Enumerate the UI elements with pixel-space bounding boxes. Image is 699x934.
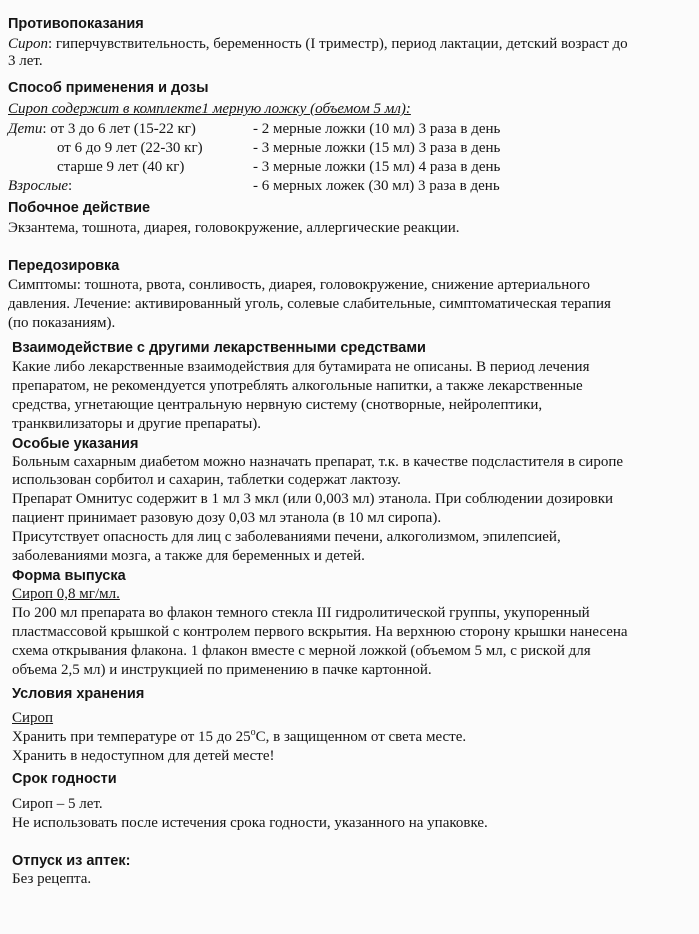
form-heading: Форма выпуска bbox=[12, 568, 126, 584]
form-line: схема открывания флакона. 1 флакон вместе с мерной ложкой (объемом 5 мл, с риской для bbox=[12, 643, 591, 659]
dosage-heading: Способ применения и дозы bbox=[8, 80, 209, 96]
interaction-line: препаратом, не рекомендуется употреблять алкогольные напитки, а также лекарственные bbox=[12, 378, 583, 394]
overdose-line: давления. Лечение: активированный уголь, солевые слабительные, симптоматическая терапия bbox=[8, 296, 611, 312]
special-line: пациент принимает разовую дозу 0,03 мл этанола (в 10 мл сиропа). bbox=[12, 510, 442, 526]
contraindications-line-1: Сироп: гиперчувствительность, беременность (I триместр), период лактации, детский возраст до bbox=[8, 36, 628, 52]
dosage-row-children-1: Дети: от 3 до 6 лет (15-22 кг) bbox=[8, 121, 196, 137]
form-line: объема 2,5 мл) и инструкцией по применению в пачке картонной. bbox=[12, 662, 432, 678]
special-line: Присутствует опасность для лиц с заболеваниями печени, алкоголизмом, эпилепсией, bbox=[12, 529, 561, 545]
dispense-heading: Отпуск из аптек: bbox=[12, 853, 131, 869]
dosage-row-2-age: от 6 до 9 лет (22-30 кг) bbox=[57, 140, 203, 156]
shelf-life-line-2: Не использовать после истечения срока годности, указанного на упаковке. bbox=[12, 815, 488, 831]
special-heading: Особые указания bbox=[12, 436, 139, 452]
shelf-life-line-1: Сироп – 5 лет. bbox=[12, 796, 103, 812]
children-label: Дети bbox=[8, 121, 43, 137]
storage-temperature: Хранить при температуре от 15 до $25^оС$, в защищенном от света месте. bbox=[12, 727, 467, 745]
contraindications-line-2: 3 лет. bbox=[8, 53, 43, 69]
dosage-intro: Сироп содержит в комплекте1 мерную ложку (объемом 5 мл): bbox=[8, 101, 411, 117]
dosage-row-1-dose: - 2 мерные ложки (10 мл) 3 раза в день bbox=[253, 121, 501, 137]
overdose-line: (по показаниям). bbox=[8, 315, 116, 331]
storage-subtitle: Сироп bbox=[12, 710, 54, 726]
shelf-life-heading: Срок годности bbox=[12, 771, 117, 787]
degree-sign: о bbox=[250, 727, 256, 738]
interaction-line: Какие либо лекарственные взаимодействия для бутамирата не описаны. В период лечения bbox=[12, 359, 590, 375]
side-effects-heading: Побочное действие bbox=[8, 200, 151, 216]
storage-line-2: Хранить в недоступном для детей месте! bbox=[12, 748, 275, 764]
dosage-row-adults: Взрослые: bbox=[8, 178, 73, 194]
special-line: Препарат Омнитус содержит в 1 мл 3 мкл (или 0,003 мл) этанола. При соблюдении дозировки bbox=[12, 491, 614, 507]
dosage-adults-dose: - 6 мерных ложек (30 мл) 3 раза в день bbox=[253, 178, 500, 194]
syrup-label: Сироп bbox=[8, 36, 49, 52]
interaction-line: средства, угнетающие центральную нервную систему (снотворные, нейролептики, bbox=[12, 397, 543, 413]
special-line: заболеваниями мозга, а также для беременных и детей. bbox=[12, 548, 365, 564]
storage-heading: Условия хранения bbox=[12, 686, 145, 702]
dosage-row-2-dose: - 3 мерные ложки (15 мл) 3 раза в день bbox=[253, 140, 501, 156]
dosage-row-3-age: старше 9 лет (40 кг) bbox=[57, 159, 185, 175]
special-line: Больным сахарным диабетом можно назначать препарат, т.к. в качестве подсластителя в сиропе bbox=[12, 454, 624, 470]
overdose-line: Симптомы: тошнота, рвота, сонливость, диарея, головокружение, снижение артериального bbox=[8, 277, 590, 293]
overdose-heading: Передозировка bbox=[8, 258, 120, 274]
contraindications-heading: Противопоказания bbox=[8, 16, 144, 32]
interaction-line: транквилизаторы и другие препараты). bbox=[12, 416, 262, 432]
side-effects-text: Экзантема, тошнота, диарея, головокружение, аллергические реакции. bbox=[8, 220, 460, 236]
special-line: использован сорбитол и сахарин, таблетки содержат лактозу. bbox=[12, 472, 401, 488]
dosage-row-3-dose: - 3 мерные ложки (15 мл) 4 раза в день bbox=[253, 159, 501, 175]
form-line: пластмассовой крышкой с контролем первого вскрытия. На верхнюю сторону крышки нанесена bbox=[12, 624, 628, 640]
interaction-heading: Взаимодействие с другими лекарственными средствами bbox=[12, 340, 426, 356]
dispense-text: Без рецепта. bbox=[12, 871, 92, 887]
adults-label: Взрослые bbox=[8, 178, 69, 194]
form-subtitle: Сироп 0,8 мг/мл. bbox=[12, 586, 120, 602]
form-line: По 200 мл препарата во флакон темного стекла III гидролитической группы, укупоренный bbox=[12, 605, 590, 621]
